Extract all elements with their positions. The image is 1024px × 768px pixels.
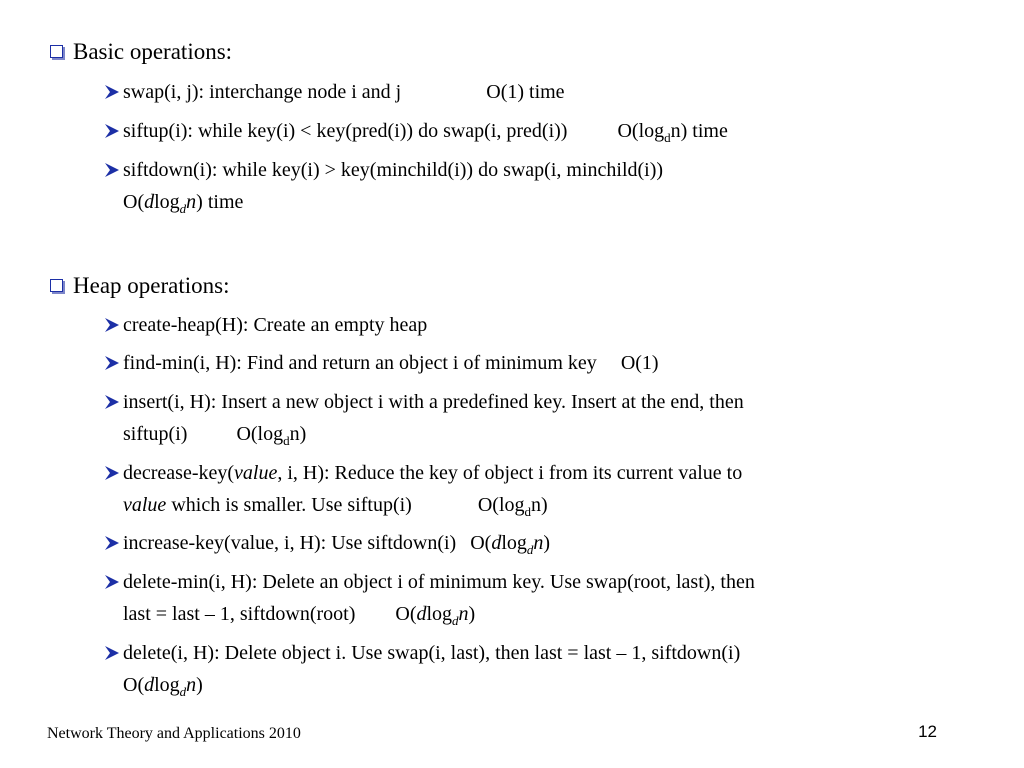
complexity-label: O(1) time	[486, 81, 565, 103]
arrow-bullet-icon	[104, 162, 120, 178]
complexity-label: $O(\log_dn)$	[477, 494, 548, 519]
list-item-swap	[104, 76, 984, 108]
square-bullet-icon	[50, 279, 63, 292]
section-heading-basic-operations	[50, 38, 232, 66]
square-bullet-icon	[50, 45, 63, 58]
complexity-label: $O(\log_dn)$	[236, 423, 307, 448]
complexity-label: O(1)	[620, 352, 659, 374]
item-text: swap(i, j): interchange node i and j	[123, 81, 402, 103]
item-text: siftup(i): while key(i) < key(pred(i)) do swap(i, pred(i))	[123, 120, 568, 142]
item-text: siftdown(i): while key(i) > key(minchild(i)) do swap(i, minchild(i))	[123, 159, 664, 181]
arrow-bullet-icon	[104, 535, 120, 551]
item-text-line-2: value which is smaller. Use siftup(i)	[123, 494, 412, 516]
page-number: 12	[918, 722, 937, 741]
list-item-siftdown	[104, 154, 984, 220]
item-text-line-2: siftup(i)	[123, 423, 188, 445]
section-heading-heap-operations	[50, 272, 229, 300]
list-item-delete	[104, 637, 984, 703]
list-item-find-min	[104, 347, 984, 379]
list-item-increase-key	[104, 527, 984, 561]
complexity-label: O(dlog$_d$n)	[395, 603, 476, 628]
list-item-decrease-key	[104, 457, 984, 523]
item-text: increase-key(value, i, H): Use siftdown(i)	[123, 532, 457, 554]
item-text-line-1: delete-min(i, H): Delete an object i of minimum key. Use swap(root, last), then	[123, 571, 755, 593]
section-heading-text: Heap operations:	[73, 273, 230, 298]
arrow-bullet-icon	[104, 394, 120, 410]
arrow-bullet-icon	[104, 84, 120, 100]
list-item-create-heap	[104, 309, 984, 341]
arrow-bullet-icon	[104, 465, 120, 481]
item-text-line-2: last = last – 1, siftdown(root)	[123, 603, 356, 625]
item-text: create-heap(H): Create an empty heap	[123, 314, 428, 336]
footer-title: Network Theory and Applications 2010	[47, 725, 301, 742]
arrow-bullet-icon	[104, 355, 120, 371]
complexity-label: O(dlog$_d$n)	[123, 674, 203, 699]
complexity-label: O(dlog$_d$n)	[470, 532, 551, 557]
arrow-bullet-icon	[104, 317, 120, 333]
arrow-bullet-icon	[104, 574, 120, 590]
item-text-line-1: decrease-key(value, i, H): Reduce the key of object i from its current value to	[123, 462, 743, 484]
complexity-label: O(dlog$_d$n) time	[123, 191, 244, 216]
item-text-line-1: insert(i, H): Insert a new object i with a predefined key. Insert at the end, then	[123, 391, 744, 413]
complexity-label: $O(\log_dn)$ time	[617, 120, 728, 145]
arrow-bullet-icon	[104, 645, 120, 661]
arrow-bullet-icon	[104, 123, 120, 139]
item-text-line-1: delete(i, H): Delete object i. Use swap(i, last), then last = last – 1, siftdown(i)	[123, 642, 741, 664]
list-item-siftup	[104, 115, 984, 149]
list-item-insert	[104, 386, 984, 452]
item-text: find-min(i, H): Find and return an object i of minimum key	[123, 352, 597, 374]
list-item-delete-min	[104, 566, 984, 632]
section-heading-text: Basic operations:	[73, 39, 233, 64]
